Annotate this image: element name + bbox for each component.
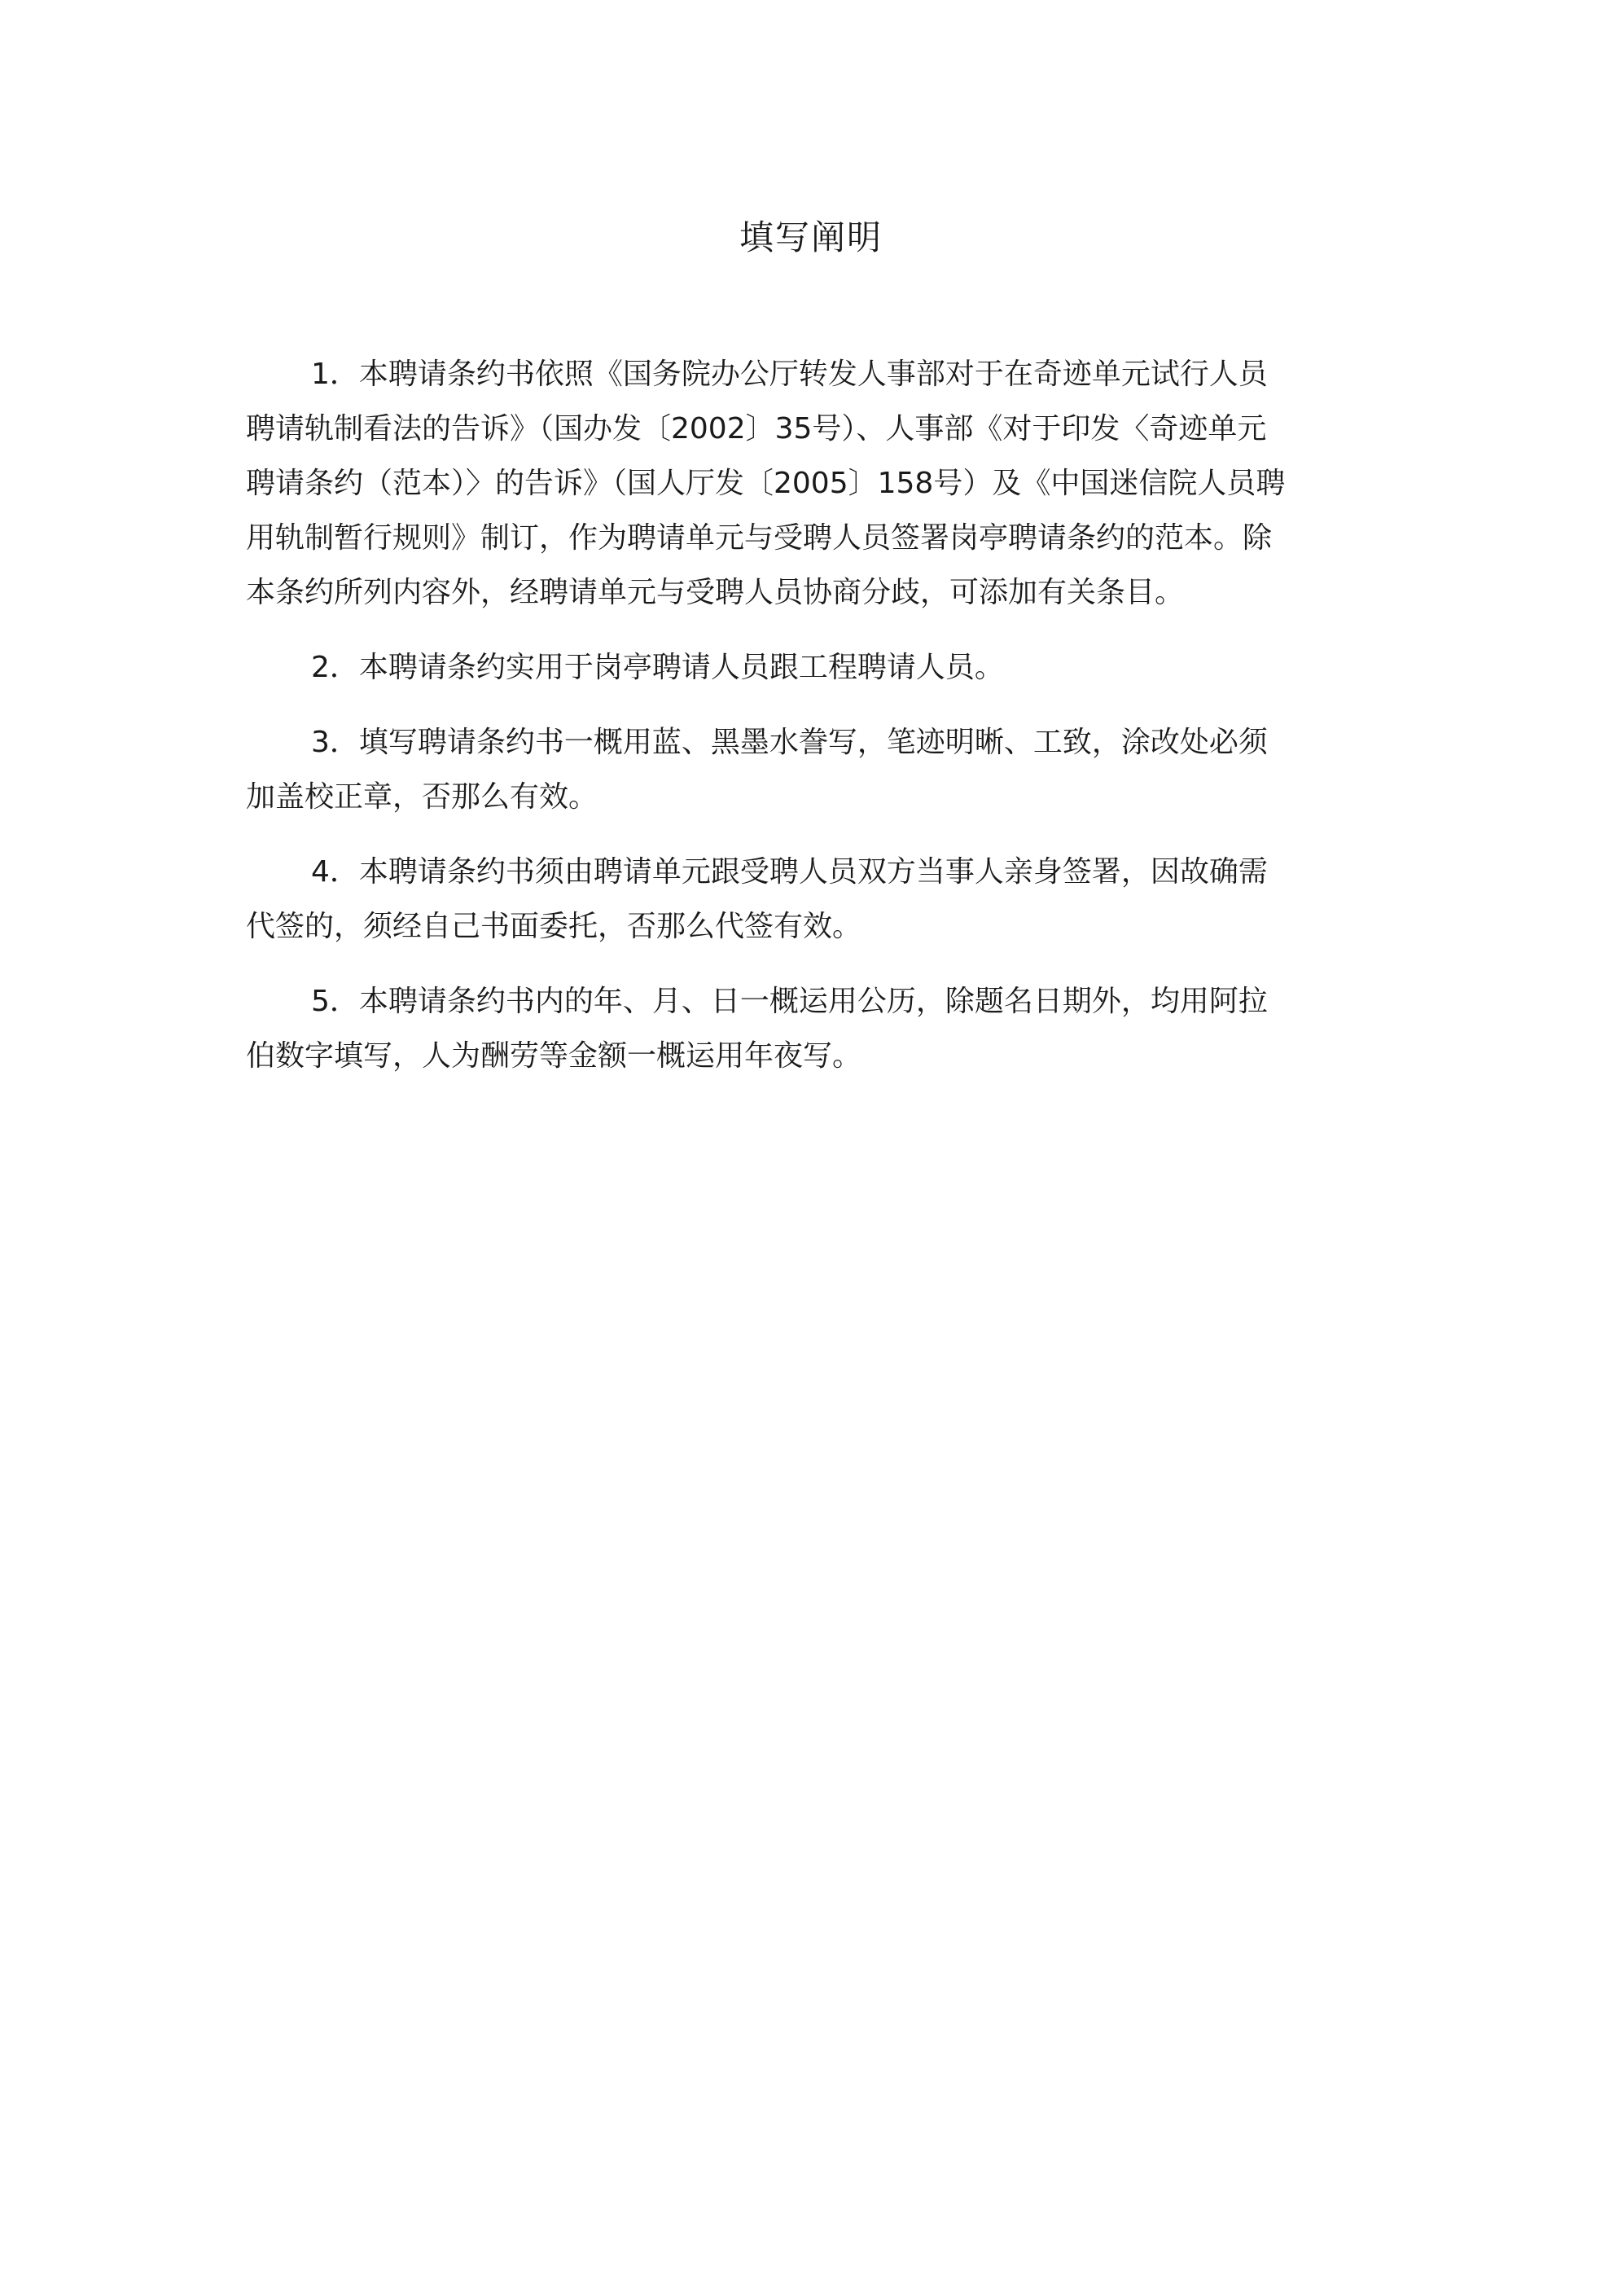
paragraph-line: 伯数字填写，人为酬劳等金额一概运用年夜写。: [246, 1039, 862, 1073]
paragraph-line: 4．本聘请条约书须由聘请单元跟受聘人员双方当事人亲身签署，因故确需: [311, 855, 1268, 889]
paragraph-line: 代签的，须经自己书面委托，否那么代签有效。: [246, 910, 862, 943]
paragraph-line: 2．本聘请条约实用于岗亭聘请人员跟工程聘请人员。: [311, 651, 1004, 684]
paragraph-1: [246, 347, 1361, 620]
paragraph-3: [246, 715, 1361, 824]
paragraph-line: 聘请条约（范本）〉的告诉》（国人厅发〔2005〕158号）及《中国迷信院人员聘: [246, 467, 1286, 500]
paragraph-4: [246, 845, 1361, 954]
paragraph-5: [246, 974, 1361, 1083]
paragraph-line: 本条约所列内容外，经聘请单元与受聘人员协商分歧，可添加有关条目。: [246, 576, 1185, 609]
paragraph-2: [246, 640, 1361, 695]
page-title: 填写阐明: [739, 217, 883, 257]
paragraph-line: 3．填写聘请条约书一概用蓝、黑墨水誊写，笔迹明晰、工致，涂改处必须: [311, 726, 1268, 759]
paragraph-line: 用轨制暂行规则》制订，作为聘请单元与受聘人员签署岗亭聘请条约的范本。除: [246, 521, 1273, 555]
paragraph-line: 加盖校正章，否那么有效。: [246, 780, 598, 814]
paragraph-line: 聘请轨制看法的告诉》（国办发〔2002〕35号）、人事部《对于印发〈奇迹单元: [246, 412, 1267, 446]
paragraph-line: 5．本聘请条约书内的年、月、日一概运用公历，除题名日期外，均用阿拉: [311, 985, 1268, 1018]
instructions-body: [246, 347, 1361, 1104]
paragraph-line: 1．本聘请条约书依照《国务院办公厅转发人事部对于在奇迹单元试行人员: [311, 358, 1268, 391]
